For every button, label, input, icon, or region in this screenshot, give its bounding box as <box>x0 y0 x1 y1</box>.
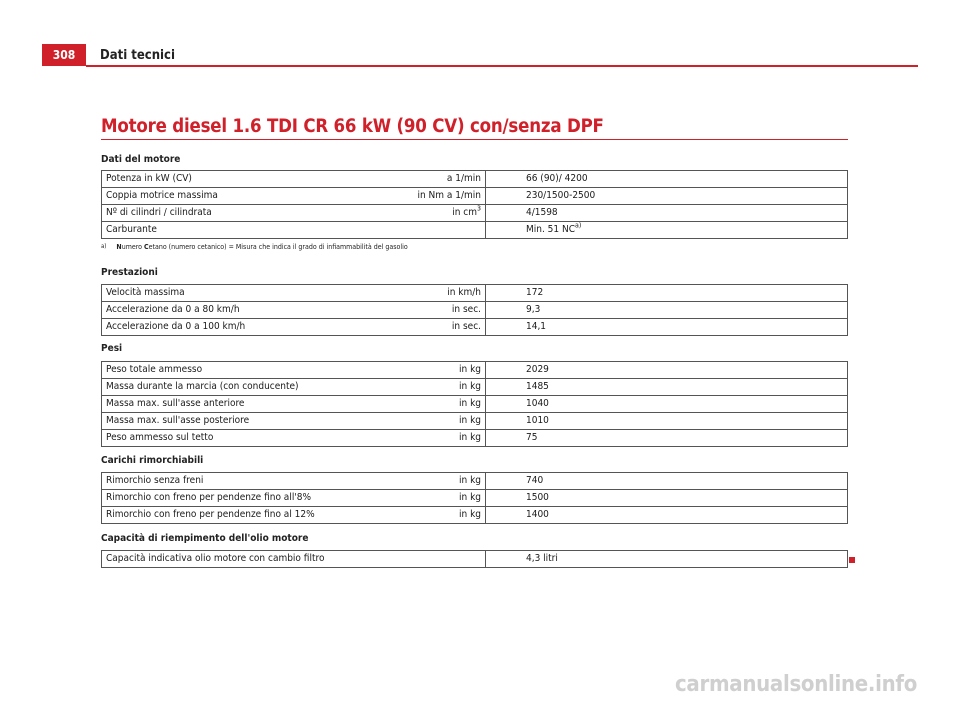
row-value: 1400 <box>486 507 848 524</box>
row-value <box>486 222 848 239</box>
row-label: Velocità massima <box>102 285 414 302</box>
section-label-oil: Capacità di riempimento dell'olio motore <box>101 533 309 544</box>
row-value: 1500 <box>486 490 848 507</box>
weights-table <box>101 361 848 447</box>
table-row <box>102 302 848 319</box>
footnote-text-1: umero <box>121 243 144 251</box>
row-label: Accelerazione da 0 a 100 km/h <box>102 319 414 336</box>
row-unit <box>413 205 486 222</box>
row-value: 1485 <box>486 379 848 396</box>
row-value: 172 <box>486 285 848 302</box>
row-unit: in sec. <box>413 302 486 319</box>
table-row <box>102 379 848 396</box>
table-row <box>102 222 848 239</box>
row-label: Rimorchio senza freni <box>102 473 414 490</box>
row-label: Coppia motrice massima <box>102 188 414 205</box>
table-row <box>102 319 848 336</box>
table-row <box>102 551 848 568</box>
row-unit: in kg <box>413 507 486 524</box>
row-unit <box>413 222 486 239</box>
row-value: 740 <box>486 473 848 490</box>
row-label: Massa max. sull'asse posteriore <box>102 413 414 430</box>
watermark: carmanualsonline.info <box>675 672 917 697</box>
value-text: Min. 51 NC <box>526 224 575 235</box>
row-unit: a 1/min <box>413 171 486 188</box>
page-title: Motore diesel 1.6 TDI CR 66 kW (90 CV) con/senza DPF <box>101 116 604 137</box>
row-unit <box>413 551 486 568</box>
footnote <box>101 243 408 251</box>
table-row <box>102 507 848 524</box>
unit-text: in cm <box>452 207 477 218</box>
row-unit: in kg <box>413 430 486 447</box>
footnote-ref: a) <box>575 221 582 230</box>
row-unit: in kg <box>413 362 486 379</box>
row-value: 9,3 <box>486 302 848 319</box>
section-label-performance: Prestazioni <box>101 267 158 278</box>
row-label: Massa max. sull'asse anteriore <box>102 396 414 413</box>
row-label: Rimorchio con freno per pendenze fino al 12% <box>102 507 414 524</box>
table-row <box>102 490 848 507</box>
table-row <box>102 473 848 490</box>
footnote-bold-c: C <box>144 243 149 251</box>
row-label: Capacità indicativa olio motore con cambio filtro <box>102 551 414 568</box>
row-label: Potenza in kW (CV) <box>102 171 414 188</box>
end-of-section-marker <box>849 557 855 563</box>
row-label: Accelerazione da 0 a 80 km/h <box>102 302 414 319</box>
section-label-weights: Pesi <box>101 343 123 354</box>
row-value: 230/1500-2500 <box>486 188 848 205</box>
row-value: 75 <box>486 430 848 447</box>
section-label-towing: Carichi rimorchiabili <box>101 455 204 466</box>
table-row <box>102 285 848 302</box>
row-unit: in kg <box>413 379 486 396</box>
unit-superscript: 3 <box>476 204 481 213</box>
row-label: Rimorchio con freno per pendenze fino all'8% <box>102 490 414 507</box>
towing-table <box>101 472 848 524</box>
table-row <box>102 413 848 430</box>
table-row <box>102 188 848 205</box>
page-number: 308 <box>42 44 86 66</box>
row-value: 14,1 <box>486 319 848 336</box>
footnote-mark: a) <box>101 243 107 250</box>
row-unit: in sec. <box>413 319 486 336</box>
footnote-bold-n: N <box>116 243 122 251</box>
row-value: 4,3 litri <box>486 551 848 568</box>
title-divider <box>101 139 848 140</box>
table-row <box>102 362 848 379</box>
table-row <box>102 205 848 222</box>
row-label: Nº di cilindri / cilindrata <box>102 205 414 222</box>
row-unit: in km/h <box>413 285 486 302</box>
performance-table <box>101 284 848 336</box>
row-label: Carburante <box>102 222 414 239</box>
row-value: 66 (90)/ 4200 <box>486 171 848 188</box>
row-unit: in kg <box>413 396 486 413</box>
table-row <box>102 430 848 447</box>
row-value: 2029 <box>486 362 848 379</box>
row-value: 1010 <box>486 413 848 430</box>
table-row <box>102 171 848 188</box>
row-value: 1040 <box>486 396 848 413</box>
row-label: Peso totale ammesso <box>102 362 414 379</box>
row-unit: in kg <box>413 413 486 430</box>
header-divider <box>86 65 918 67</box>
row-unit: in kg <box>413 490 486 507</box>
section-label-engine: Dati del motore <box>101 154 181 165</box>
engine-table <box>101 170 848 239</box>
row-unit: in kg <box>413 473 486 490</box>
oil-table <box>101 550 848 568</box>
row-label: Peso ammesso sul tetto <box>102 430 414 447</box>
row-label: Massa durante la marcia (con conducente) <box>102 379 414 396</box>
table-row <box>102 396 848 413</box>
footnote-text-2: etano (numero cetanico) = Misura che indica il grado di infiammabilità del gasolio <box>148 243 408 251</box>
header-section-title: Dati tecnici <box>100 48 175 63</box>
row-value: 4/1598 <box>486 205 848 222</box>
row-unit: in Nm a 1/min <box>413 188 486 205</box>
